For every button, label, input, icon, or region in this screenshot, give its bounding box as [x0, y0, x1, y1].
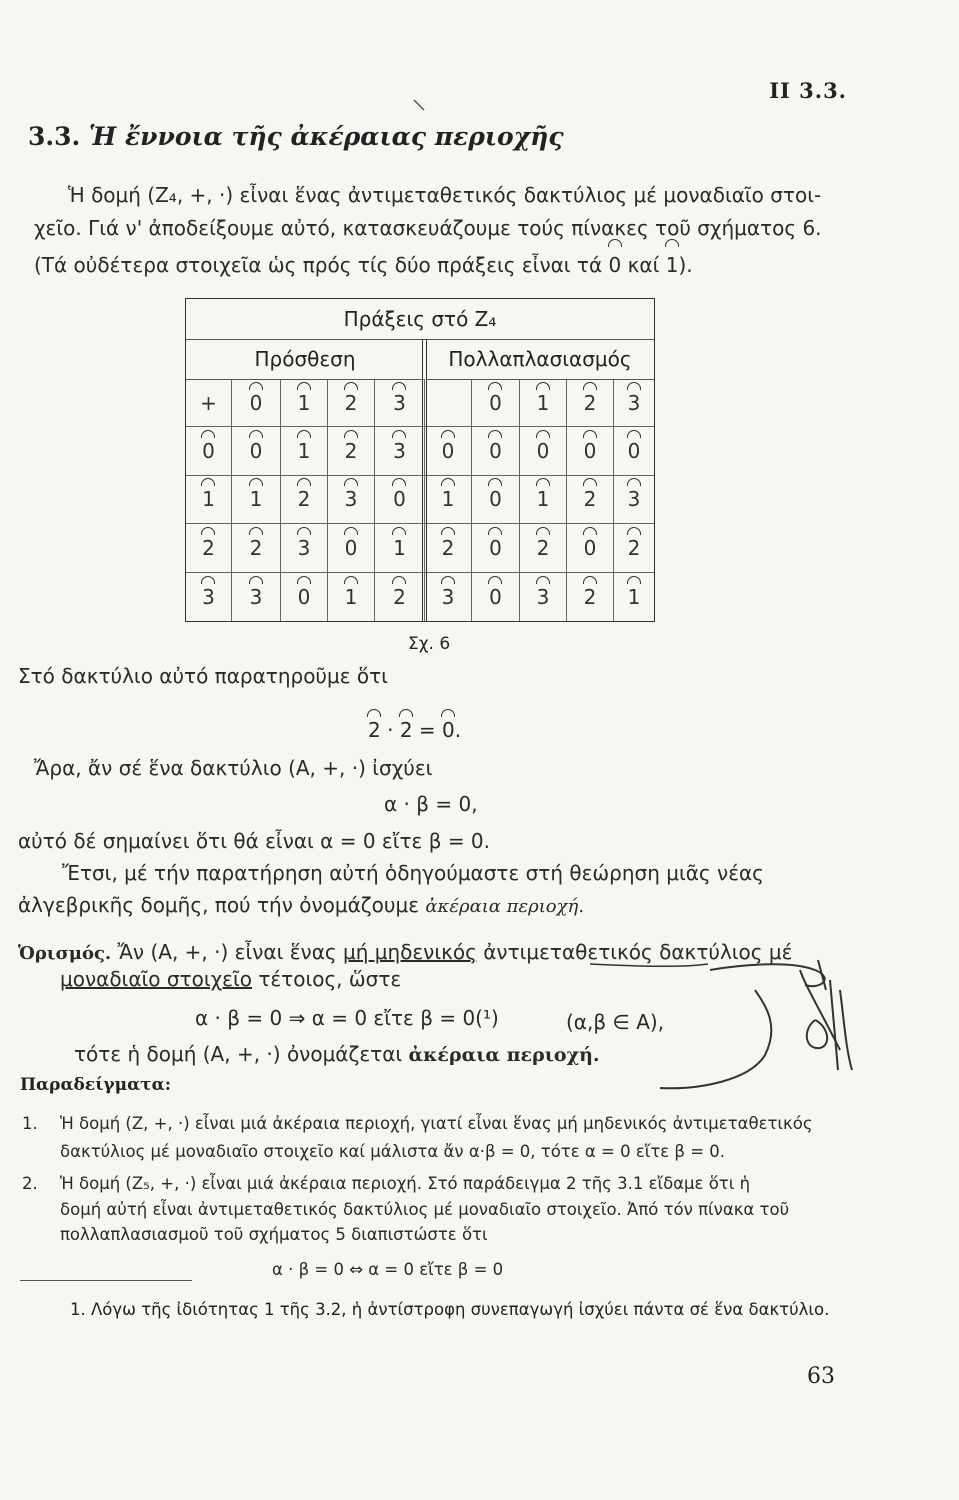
observe-text: Στό δακτύλιο αὐτό παρατηροῦμε ὅτι — [18, 664, 388, 688]
table-cell-value: 1 — [393, 535, 406, 560]
table-cell-value: 2 — [344, 390, 358, 415]
table-cell-value: 1 — [536, 390, 550, 415]
table-cell-value: 3 — [536, 584, 550, 609]
intro-line-3-and: καί — [627, 253, 660, 277]
running-head: ΙΙ 3.3. — [769, 78, 847, 103]
eq1-period: . — [454, 718, 462, 742]
definition-nonzero: μή μηδενικός — [342, 940, 477, 964]
table-cell-value: 2 — [249, 535, 263, 560]
table-cell-value: 2 — [583, 487, 597, 512]
table-cell-value: 0 — [489, 487, 502, 512]
table-grid — [186, 379, 654, 621]
table-cell — [520, 524, 567, 572]
etsi-line-2-text: ἀλγεβρικῆς δομῆς, πού τήν ὀνομάζουμε — [18, 893, 420, 917]
table-caption: Πράξεις στό Z₄ — [186, 299, 654, 340]
table-cell-value: 1 — [536, 487, 550, 512]
table-cell-value: 1 — [297, 390, 311, 415]
etsi-line-2 — [18, 893, 584, 917]
table-cell — [186, 573, 232, 621]
table-cell — [425, 476, 472, 524]
table-cell — [520, 573, 567, 621]
means-text: αὐτό δέ σημαίνει ὅτι θά εἶναι α = 0 εἴτε β = 0. — [18, 829, 491, 853]
eq1-zero: 0 — [442, 718, 455, 742]
table-cell-value: 1 — [344, 584, 358, 609]
table-cell — [520, 427, 567, 475]
table-cell-value: 0 — [489, 390, 502, 415]
example-1-line-1: Ἡ δομή (Z, +, ·) εἶναι μιά ἀκέραια περιοχή, γιατί εἶναι ἕνας μή μηδενικός ἀντιμεταθετικός — [60, 1114, 813, 1133]
intro-line-1: Ἡ δομή (Z₄, +, ·) εἶναι ἕνας ἀντιμεταθετικός δακτύλιος μέ μοναδιαῖο στοι- — [68, 183, 822, 207]
section-title — [28, 122, 564, 151]
table-cell-value: + — [200, 390, 217, 415]
table-cell-value: 0 — [489, 584, 502, 609]
table-cell — [567, 573, 614, 621]
table-cell-value: 0 — [393, 487, 406, 512]
table-cell — [328, 573, 375, 621]
table-cell — [614, 524, 654, 572]
example-2-line-3: πολλαπλασιασμοῦ τοῦ σχήματος 5 διαπιστώστε ὅτι — [60, 1225, 488, 1244]
table-cell — [614, 573, 654, 621]
table-cell — [186, 524, 232, 572]
table-cell-value: 2 — [536, 535, 550, 560]
table-cell-value: 3 — [627, 390, 641, 415]
table-cell-value: 2 — [202, 535, 215, 560]
addition-header: Πρόσθεση — [186, 339, 424, 380]
table-cell — [232, 524, 281, 572]
zero-hat: 0 — [609, 248, 622, 282]
eq1-two: 2 — [368, 718, 381, 742]
table-cell — [186, 476, 232, 524]
table-cell-value: 0 — [583, 535, 597, 560]
table-cell — [328, 524, 375, 572]
table-cell-value: 0 — [249, 439, 263, 464]
ara-text: Ἄρα, ἄν σέ ἕνα δακτύλιο (A, +, ·) ἰσχύει — [34, 756, 433, 780]
example-2-line-1: Ἡ δομή (Z₅, +, ·) εἶναι μιά ἀκέραια περιοχή. Στό παράδειγμα 2 τῆς 3.1 εἴδαμε ὅτι ἡ — [60, 1174, 751, 1193]
footnote-rule — [20, 1280, 192, 1281]
page-number: 63 — [807, 1364, 835, 1389]
table-cell-value: 3 — [393, 439, 406, 464]
definition-text-2b: τέτοιος, ὥστε — [258, 967, 402, 991]
eq1-two-b: 2 — [399, 718, 413, 742]
table-cell-value: 2 — [344, 439, 358, 464]
section-title-text: Ἡ ἔννοια τῆς ἀκέραιας περιοχῆς — [88, 122, 564, 151]
table-cell-value: 0 — [202, 439, 215, 464]
table-cell — [567, 524, 614, 572]
table-cell — [375, 427, 425, 475]
definition-domain: (α,β ∈ A), — [566, 1010, 665, 1034]
table-cell — [232, 476, 281, 524]
example-1-line-2: δακτύλιος μέ μοναδιαῖο στοιχεῖο καί μάλιστα ἄν α·β = 0, τότε α = 0 εἴτε β = 0. — [60, 1142, 726, 1161]
footnote: 1. Λόγω τῆς ἰδιότητας 1 τῆς 3.2, ἡ ἀντίστροφη συνεπαγωγή ἰσχύει πάντα σέ ἕνα δακτύλιο. — [70, 1300, 830, 1319]
table-cell-value: 3 — [627, 487, 641, 512]
table-cell — [472, 476, 520, 524]
table-cell — [281, 379, 328, 427]
figure-label: Σχ. 6 — [408, 634, 451, 654]
table-cell-value: 0 — [489, 439, 502, 464]
equation-1 — [368, 718, 461, 742]
table-cell — [614, 476, 654, 524]
intro-line-3-end: ). — [678, 253, 693, 277]
table-cell-value: 0 — [344, 535, 358, 560]
table-cell — [472, 427, 520, 475]
table-cell — [232, 379, 281, 427]
table-cell — [186, 379, 232, 427]
table-cell — [425, 573, 472, 621]
table-cell-value: 0 — [441, 439, 455, 464]
example-2-number: 2. — [22, 1174, 38, 1193]
operations-table — [185, 298, 655, 622]
table-cell-value: 1 — [249, 487, 263, 512]
table-cell-value: 0 — [627, 439, 641, 464]
table-cell — [567, 379, 614, 427]
table-cell-value: 2 — [393, 584, 406, 609]
table-cell — [520, 476, 567, 524]
definition-text-1c: ἀντιμεταθετικός δακτύλιος μέ — [483, 940, 793, 964]
definition-line-2 — [60, 967, 401, 991]
definition-term: ἀκέραια περιοχή. — [408, 1044, 600, 1066]
table-cell-value: 3 — [441, 584, 455, 609]
stray-mark — [410, 96, 430, 116]
intro-line-2: χεῖο. Γιά ν' ἀποδείξουμε αὐτό, κατασκευάζουμε τούς πίνακες τοῦ σχήματος 6. — [34, 216, 822, 240]
example-2-formula: α · β = 0 ⇔ α = 0 εἴτε β = 0 — [272, 1260, 504, 1279]
intro-line-3-text: (Τά οὐδέτερα στοιχεῖα ὡς πρός τίς δύο πράξεις εἶναι τά — [34, 253, 603, 277]
table-cell-value: 2 — [583, 390, 597, 415]
table-cell — [425, 427, 472, 475]
table-cell — [472, 524, 520, 572]
etsi-line-2-term: ἀκέραια περιοχή. — [425, 896, 585, 917]
table-cell — [328, 427, 375, 475]
table-cell — [281, 427, 328, 475]
table-cell — [281, 524, 328, 572]
table-cell — [328, 476, 375, 524]
equation-2: α · β = 0, — [384, 792, 478, 816]
section-number: 3.3. — [28, 122, 81, 151]
intro-line-3 — [34, 248, 693, 282]
table-cell — [472, 379, 520, 427]
table-cell-value: 1 — [627, 584, 641, 609]
table-cell-value: 0 — [489, 535, 502, 560]
examples-heading: Παραδείγματα: — [20, 1075, 171, 1095]
definition-label: Ὁρισμός. — [18, 943, 112, 964]
definition-then — [74, 1042, 600, 1066]
table-cell — [375, 524, 425, 572]
table-cell — [614, 379, 654, 427]
multiplication-header: Πολλαπλασιασμός — [426, 339, 654, 380]
table-cell-value: 0 — [249, 390, 263, 415]
table-cell-value: 2 — [583, 584, 597, 609]
table-cell-value: 2 — [441, 535, 455, 560]
table-cell-value: 3 — [202, 584, 215, 609]
definition-formula: α · β = 0 ⇒ α = 0 εἴτε β = 0(¹) — [195, 1006, 499, 1030]
table-cell — [281, 573, 328, 621]
table-cell — [375, 379, 425, 427]
table-cell-value: 0 — [297, 584, 311, 609]
definition-unit: μοναδιαῖο στοιχεῖο — [60, 967, 252, 991]
table-cell-value: 3 — [297, 535, 311, 560]
table-cell — [328, 379, 375, 427]
table-cell — [232, 573, 281, 621]
table-cell-value: 3 — [393, 390, 406, 415]
one-hat: 1 — [666, 248, 679, 282]
table-cell-value: 1 — [441, 487, 455, 512]
table-divider — [422, 339, 427, 621]
table-cell-value: 1 — [297, 439, 311, 464]
table-cell-value: 0 — [536, 439, 550, 464]
table-cell-value: 2 — [297, 487, 311, 512]
etsi-line-1: Ἔτσι, μέ τήν παρατήρηση αὐτή ὁδηγούμαστε στή θεώρηση μιᾶς νέας — [62, 861, 764, 885]
example-2-line-2: δομή αὐτή εἶναι ἀντιμεταθετικός δακτύλιος μέ μοναδιαῖο στοιχεῖο. Ἀπό τόν πίνακα τοῦ — [60, 1200, 790, 1219]
definition-text-1a: Ἄν (A, +, ·) εἶναι ἕνας — [117, 940, 337, 964]
handwritten-annotation — [590, 930, 870, 1120]
table-cell — [614, 427, 654, 475]
eq1-dot: · — [387, 718, 394, 742]
table-cell — [281, 476, 328, 524]
definition-then-text: τότε ἡ δομή (A, +, ·) ὀνομάζεται — [74, 1042, 403, 1066]
eq1-equals: = — [418, 718, 436, 742]
table-cell — [375, 573, 425, 621]
table-cell-value: 1 — [202, 487, 215, 512]
table-cell-value: 0 — [583, 439, 597, 464]
table-cell-value: 2 — [627, 535, 641, 560]
example-1-number: 1. — [22, 1114, 38, 1133]
table-cell — [232, 427, 281, 475]
table-cell — [567, 476, 614, 524]
table-cell — [425, 379, 472, 427]
table-cell — [186, 427, 232, 475]
table-cell — [375, 476, 425, 524]
table-cell — [520, 379, 567, 427]
table-cell — [567, 427, 614, 475]
table-cell — [425, 524, 472, 572]
table-cell-value: 3 — [344, 487, 358, 512]
table-cell — [472, 573, 520, 621]
table-cell-value: 3 — [249, 584, 263, 609]
